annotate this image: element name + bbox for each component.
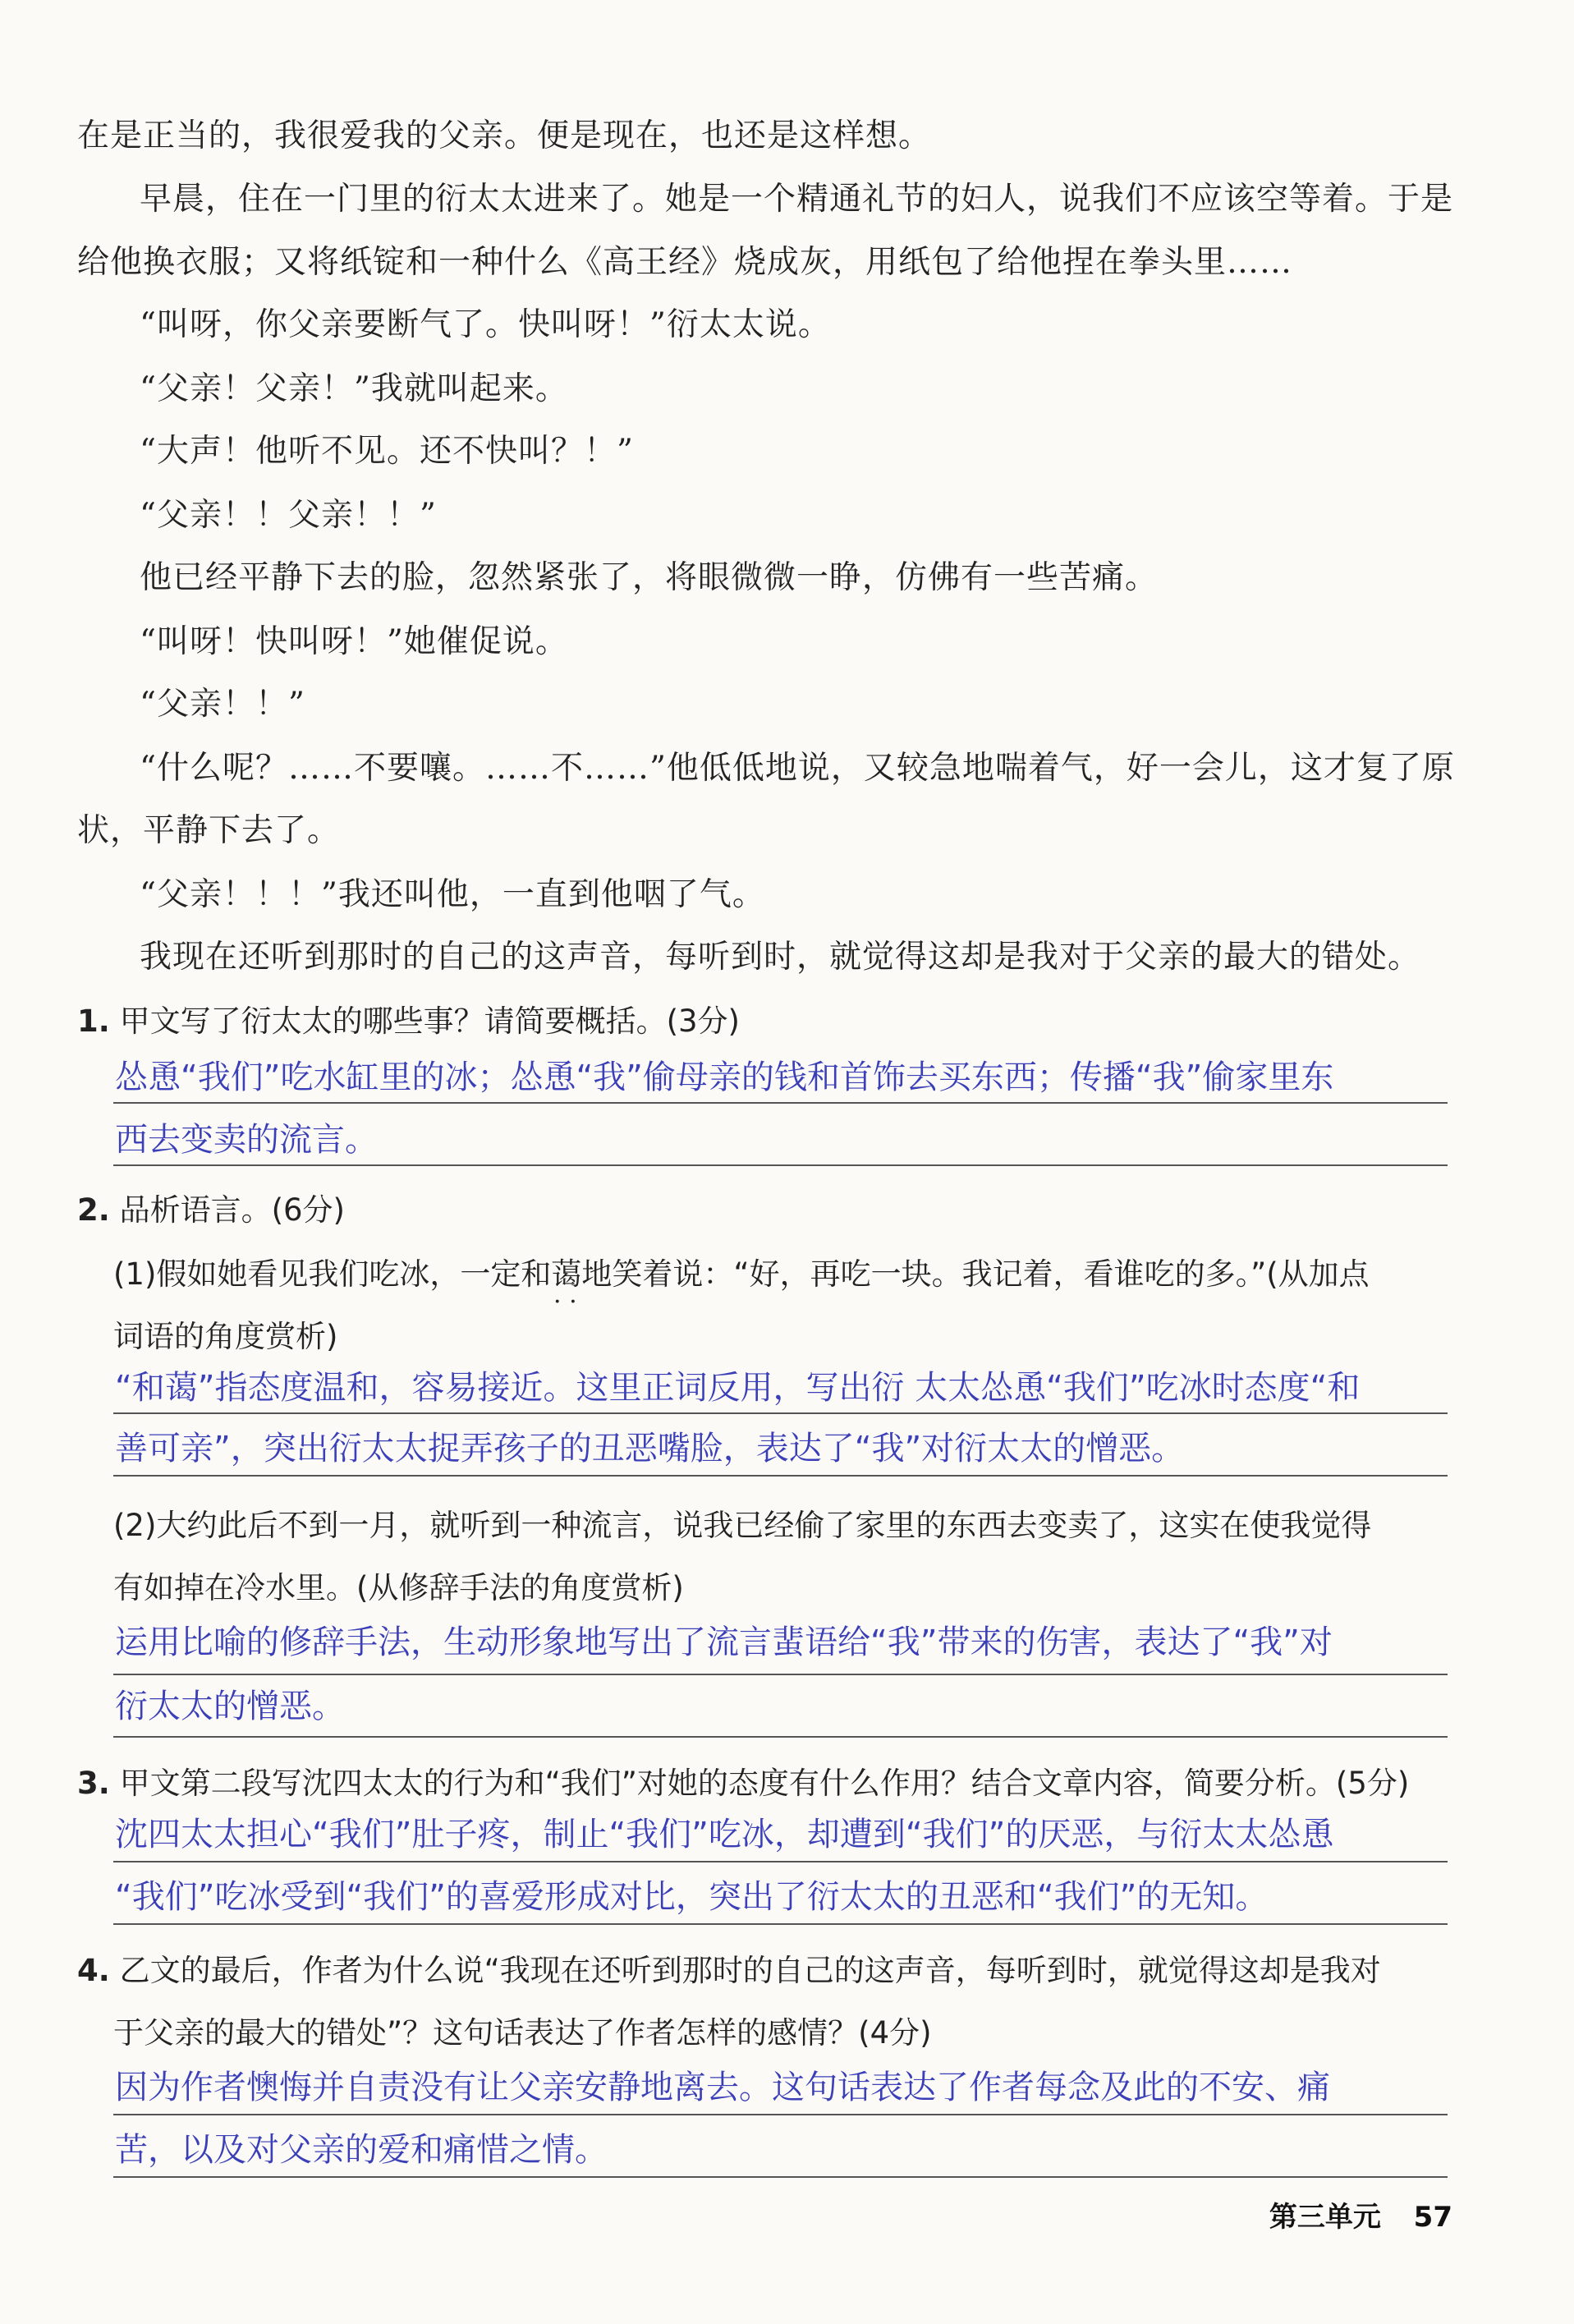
- answer-rule: [113, 1923, 1448, 1925]
- answer-line: 沈四太太担心“我们”肚子疼，制止“我们”吃冰，却遭到“我们”的厌恶，与衍太太怂恿: [115, 1816, 1334, 1853]
- question-text: 乙文的最后，作者为什么说“我现在还听到那时的自己的这声音，每听到时，就觉得这却是我对: [119, 1953, 1381, 1988]
- answer-rule: [113, 1102, 1448, 1104]
- question-1: [77, 990, 740, 1053]
- answer-rule: [113, 1736, 1448, 1738]
- page-number: 57: [1413, 2201, 1452, 2234]
- answer-rule: [113, 1475, 1448, 1477]
- question-text: 甲文第二段写沈四太太的行为和“我们”对她的态度有什么作用？结合文章内容，简要分析。(5分): [119, 1766, 1410, 1801]
- passage-line: “大声！他听不见。还不快叫？！”: [140, 433, 634, 470]
- passage-line: 在是正当的，我很爱我的父亲。便是现在，也还是这样想。: [77, 117, 932, 154]
- subquestion-line: (2)大约此后不到一月，就听到一种流言，说我已经偷了家里的东西去变卖了，这实在使我觉得: [113, 1508, 1372, 1543]
- question-text-continued: 于父亲的最大的错处”？这句话表达了作者怎样的感情？(4分): [113, 2015, 932, 2051]
- passage-line: 他已经平静下去的脸，忽然紧张了，将眼微微一睁，仿佛有一些苦痛。: [140, 559, 1159, 596]
- passage-line: 给他换衣服；又将纸锭和一种什么《高王经》烧成灰，用纸包了给他捏在拳头里……: [77, 244, 1293, 281]
- passage-line: “父亲！！父亲！！”: [140, 497, 437, 534]
- answer-line: 衍太太的憎恶。: [115, 1688, 345, 1725]
- question-2: [77, 1179, 345, 1242]
- question-number: 4.: [77, 1953, 110, 1988]
- answer-line: “我们”吃冰受到“我们”的喜爱形成对比，突出了衍太太的丑恶和“我们”的无知。: [115, 1878, 1269, 1916]
- subquestion-line: 词语的角度赏析): [113, 1319, 338, 1354]
- answer-line: 西去变卖的流言。: [115, 1121, 378, 1159]
- answer-rule: [113, 1861, 1448, 1862]
- answer-line: 苦，以及对父亲的爱和痛惜之情。: [115, 2131, 608, 2169]
- passage-line: “叫呀！快叫呀！”她催促说。: [140, 623, 568, 660]
- passage-line: 早晨，住在一门里的衍太太进来了。她是一个精通礼节的妇人，说我们不应该空等着。于是: [140, 181, 1454, 218]
- passage-line: “叫呀，你父亲要断气了。快叫呀！”衍太太说。: [140, 306, 831, 343]
- answer-line: 怂恿“我们”吃水缸里的冰；怂恿“我”偷母亲的钱和首饰去买东西；传播“我”偷家里东: [115, 1059, 1334, 1096]
- question-text: 甲文写了衍太太的哪些事？请简要概括。(3分): [119, 1004, 740, 1039]
- question-number: 1.: [77, 1004, 110, 1039]
- answer-line: 善可亲”，突出衍太太捉弄孩子的丑恶嘴脸，表达了“我”对衍太太的憎恶。: [115, 1430, 1185, 1467]
- subquestion-line: (1)假如她看见我们吃冰，一定和蔼地笑着说：“好，再吃一块。我记着，看谁吃的多。”(从加点: [113, 1256, 1370, 1292]
- passage-line: “父亲！！”: [140, 686, 305, 723]
- passage-line: “什么呢？……不要嚷。……不……”他低低地说，又较急地喘着气，好一会儿，这才复了原: [140, 750, 1455, 787]
- passage-line: “父亲！！！”我还叫他，一直到他咽了气。: [140, 876, 765, 913]
- subquestion-line: 有如掉在冷水里。(从修辞手法的角度赏析): [113, 1570, 684, 1605]
- question-text: 品析语言。(6分): [119, 1192, 345, 1228]
- answer-rule: [113, 2114, 1448, 2115]
- question-number: 2.: [77, 1192, 110, 1228]
- answer-rule: [113, 2176, 1448, 2178]
- question-4: [77, 1940, 1381, 2002]
- passage-line: 我现在还听到那时的自己的这声音，每听到时，就觉得这却是我对于父亲的最大的错处。: [140, 939, 1421, 976]
- unit-label: 第三单元: [1269, 2201, 1381, 2234]
- passage-line: “父亲！父亲！”我就叫起来。: [140, 370, 568, 407]
- passage-line: 状，平静下去了。: [77, 812, 341, 849]
- answer-line: 因为作者懊悔并自责没有让父亲安静地离去。这句话表达了作者每念及此的不安、痛: [115, 2069, 1330, 2106]
- answer-rule: [113, 1412, 1448, 1414]
- page-footer: [1269, 2194, 1452, 2234]
- answer-line: 运用比喻的修辞手法，生动形象地写出了流言蜚语给“我”带来的伤害，表达了“我”对: [115, 1624, 1333, 1661]
- emphasis-dots: · ·: [553, 1288, 577, 1316]
- answer-line: “和蔼”指态度温和，容易接近。这里正词反用，写出衍 太太怂恿“我们”吃冰时态度“和: [115, 1369, 1361, 1407]
- answer-rule: [113, 1164, 1448, 1166]
- question-number: 3.: [77, 1766, 110, 1801]
